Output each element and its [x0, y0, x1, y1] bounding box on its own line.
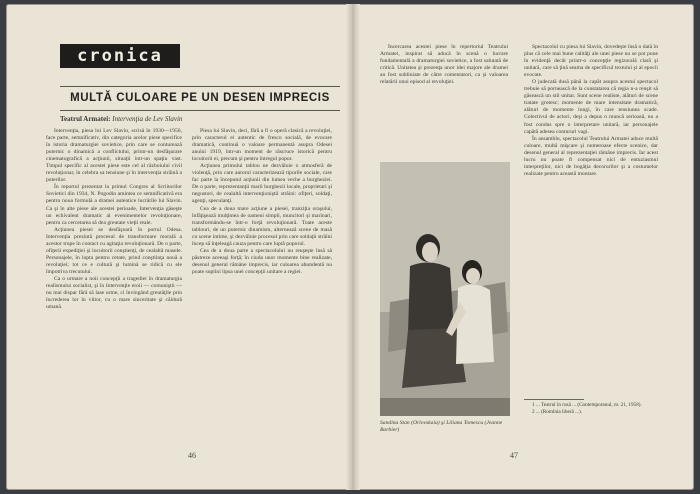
photo-illustration [380, 162, 510, 416]
paragraph: Încercarea acestei piese în repertoriul Teatrului Armatei, inspirat să aducă în scenă o lucrare fundamentală a dramaturgiei sovietice, a fost salutată de critică. Unitatea şi prezenţa unor idei majore ale dramei au fost subliniate de către comentatori, ca şi valoarea relatării unui episod al revoluţiei. [380, 44, 508, 86]
footnote-rule [524, 399, 584, 400]
production-photo [380, 162, 510, 416]
left-page [6, 4, 346, 490]
paragraph: Acţiunea primului tablou ne dezvăluie o atmosferă de violenţă, prin care autorul caracterizează tipurile sociale, care fac parte la începutul acţiunii din lumea veche a burgheziei. De o parte, reprezentanţii marii burghezii locale, proprietari şi negustori, de cealaltă intervenţioniştii străini: ofiţeri, soldaţi, agenţi, speculanţi. [192, 163, 332, 205]
right-column-2 [524, 44, 658, 396]
right-column-1 [380, 44, 508, 156]
page-number-right: 47 [510, 451, 518, 460]
paragraph: Acţiunea piesei se desfăşoară în portul Odesa. Intervenţia prezintă procesul de transformare morală a acestor trupe în contact cu agitaţia revoluţionară. De o parte, ofiţerii expediţiei şi locuitorii conştienţi, de cealaltă masele. Personajele, în lupta pentru cetate, prind conştiinţa nouă a revoluţiei; tot ce e cultură şi lumină se ridică cu ele împotriva trecutului. [46, 226, 182, 275]
byline-theatre: Teatrul Armatei: [60, 115, 111, 123]
paragraph: Cea de a doua mare acţiune a piesei, tranziţia oraşului, înfăţişează mulţimea de oameni simpli, muncitori şi marinari, transformându-se într-o forţă revoluţionară. Toate aceste tablouri, de un puternic dinamism, alternează scene de masă cu scene intime, şi dezvăluie procesul prin care soldaţii străini încep să înţeleagă cauza pentru care luptă poporul. [192, 205, 332, 247]
footnote: 1 ... Teatrul în rusă ... (Contemporanul, nr. 21, 1958). [532, 402, 642, 408]
left-column-1 [46, 128, 182, 446]
paragraph: Piesa lui Slavin, deci, fără a fi o operă clasică a revoluţiei, prin caracterul ei autentic de fresco socială, de evocare dramatică, continuă o valoare permanentă asupra Odesei anului 1919, într-un moment de răscruce istorică pentru locuitorii ei, precum şi pentru întregul popor. [192, 128, 332, 163]
left-column-2 [192, 128, 332, 446]
section-label: cronica [60, 44, 180, 68]
headline-rule-bottom [60, 110, 340, 111]
right-page [360, 4, 694, 490]
paragraph: Intervenţia, piesa lui Lev Slavin, scrisă în 1930—1956, face parte, semnificativ, din categoria acelor piese specifice în istoria dramaturgiei sovietice, prin care se conturează puternic o dinamică a conflictului, printr-un desfăşurare cinematografică a acţiunii, situaţii intr-un spaţiu vast. Timpul specific al acestei piese este cel al războiului civil revoluţionar, în celebra sa tensiune şi în intervenţia străină a puterilor. [46, 128, 182, 184]
article-headline: MULTĂ CULOARE PE UN DESEN IMPRECIS [70, 92, 330, 104]
footnote: 2 ... (Romînia liberă ...). [532, 408, 582, 415]
book-gutter [346, 4, 360, 490]
paragraph: Ca o urmare a noii concepţii a tragediei în dramaturgia realismului socialist, şi în Intervenţie eroii — comuniştii — nu mai dispar fără să lase urme, ci învingând greutăţile prin încrederea lor în viitor, cu o mare sinceritate şi căldură umană. [46, 275, 182, 311]
magazine-spread [6, 4, 694, 490]
page-number-left: 46 [188, 451, 196, 460]
paragraph: Cea de a doua parte a spectacolului nu reuşeşte însă să păstreze aceeaşi forţă; în ciuda unor momente bine realizate, desenul general rămâne imprecis, iar culoarea abundentă nu poate suplini lipsa unei concepţii unitare a regiei. [192, 247, 332, 275]
byline-play: Intervenţia de Lev Slavin [112, 115, 183, 123]
paragraph: În reportul prezentat la primul Congres al Scriitorilor Sovietici din 1934, N. Pogodin amintea ce semnificativă era pentru noua formulă a dramei autentice lucrările lui Slavin. Ca şi în alte piese ale acestei perioade, Intervenţia găseşte un echivalent dramatic al evenimentelor revoluţionare, pentru ca cercetarea să dea greutate vieţii reale. [46, 184, 182, 226]
paragraph: Spectacolul cu piesa lui Slavin, dovedeşte însă o dată în plus că cele mai bune calităţi ale unei piese nu se pot pune în evidenţă decât printr-o concepţie regizorală clară şi unitară, care să ţină seama de specificul textului şi al epocii evocate. [524, 44, 658, 79]
photo-caption: Sandina Stan (Orlovskaia) şi Liliana Tomescu (Jeanne Barbier) [380, 420, 503, 433]
footnotes [524, 402, 658, 448]
article-byline [60, 115, 340, 123]
paragraph: O judecată dusă până la capăt asupra acestui spectacol trebuie să pornească de la constatarea că regia n-a reuşit să găsească un stil unitar. Sunt scene realiste, alături de scene tratate grotesc; momente de mare intensitate dramatică, alături de momente lungi, în care tensiunea scade. Colectivul de actori, deşi a depus o muncă serioasă, nu a fost condus spre o interpretare unitară, iar personajele capătă adesea contururi vagi. [524, 79, 658, 135]
paragraph: În ansamblu, spectacolul Teatrului Armatei aduce multă culoare, multă mişcare şi numeroase efecte scenice, dar desenul general al reprezentaţiei rămâne imprecis. Iar acest lucru nu poate fi compensat nici de entuziasmul interpreţilor, nici de bogăţia decorurilor şi a costumelor realizate pentru această montare. [524, 135, 658, 177]
headline-rule-top [60, 86, 340, 87]
